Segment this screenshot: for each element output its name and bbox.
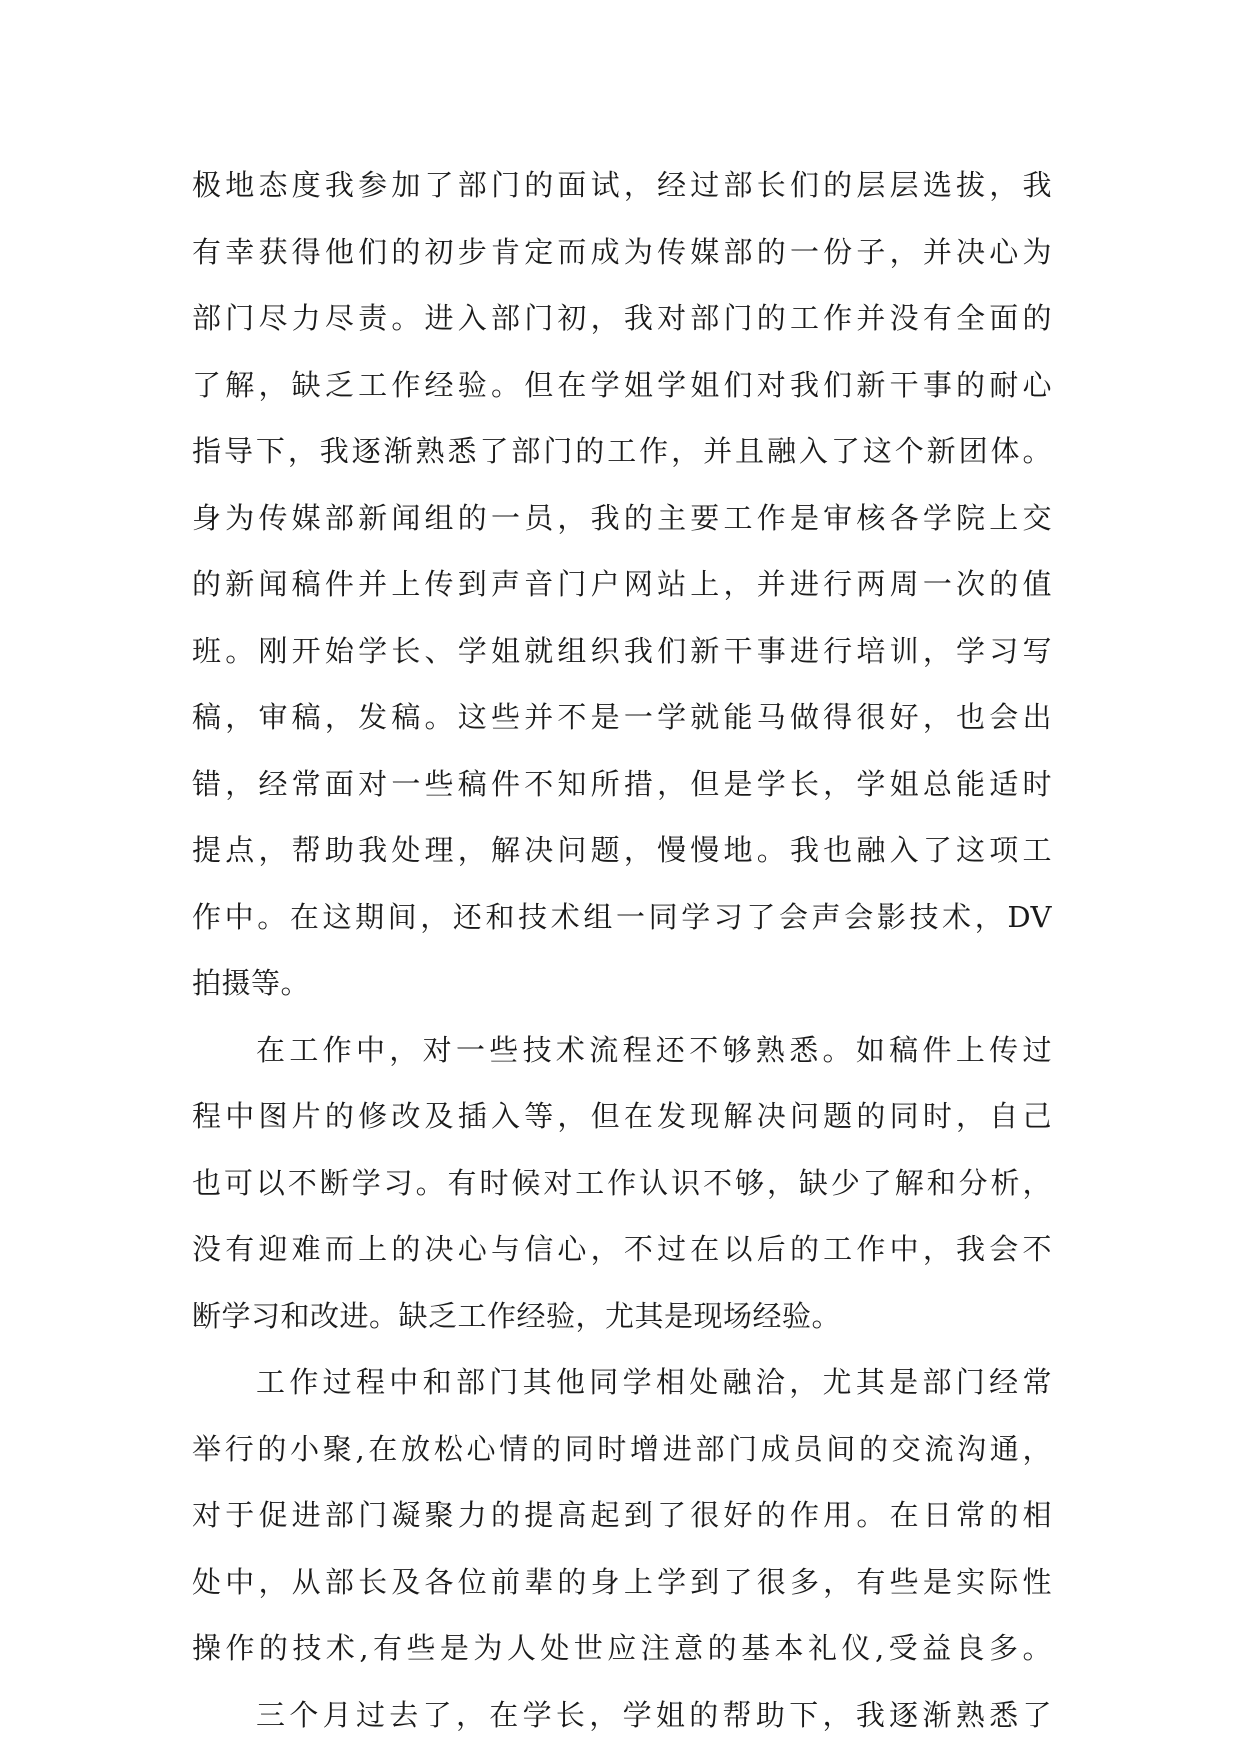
text-line: 在工作中，对一些技术流程还不够熟悉。如稿件上传过 — [192, 1030, 1052, 1097]
text-line: 了解，缺乏工作经验。但在学姐学姐们对我们新干事的耐心 — [192, 365, 1052, 432]
text-line: 操作的技术,有些是为人处世应注意的基本礼仪,受益良多。 — [192, 1628, 1052, 1695]
text-line: 身为传媒部新闻组的一员，我的主要工作是审核各学院上交 — [192, 498, 1052, 565]
text-line: 拍摄等。 — [192, 963, 1052, 1030]
text-line: 断学习和改进。缺乏工作经验，尤其是现场经验。 — [192, 1296, 1052, 1363]
text-line: 部门尽力尽责。进入部门初，我对部门的工作并没有全面的 — [192, 298, 1052, 365]
text-line: 指导下，我逐渐熟悉了部门的工作，并且融入了这个新团体。 — [192, 431, 1052, 498]
text-line: 处中，从部长及各位前辈的身上学到了很多，有些是实际性 — [192, 1562, 1052, 1629]
text-line: 也可以不断学习。有时候对工作认识不够，缺少了解和分析， — [192, 1163, 1052, 1230]
text-line: 工作过程中和部门其他同学相处融洽，尤其是部门经常 — [192, 1362, 1052, 1429]
text-line: 举行的小聚,在放松心情的同时增进部门成员间的交流沟通， — [192, 1429, 1052, 1496]
text-line: 稿，审稿，发稿。这些并不是一学就能马做得很好，也会出 — [192, 697, 1052, 764]
text-line: 作中。在这期间，还和技术组一同学习了会声会影技术，DV — [192, 897, 1052, 964]
text-line: 提点，帮助我处理，解决问题，慢慢地。我也融入了这项工 — [192, 830, 1052, 897]
text-line: 有幸获得他们的初步肯定而成为传媒部的一份子，并决心为 — [192, 232, 1052, 299]
text-line: 对于促进部门凝聚力的提高起到了很好的作用。在日常的相 — [192, 1495, 1052, 1562]
text-line: 没有迎难而上的决心与信心，不过在以后的工作中，我会不 — [192, 1229, 1052, 1296]
document-body-text — [192, 165, 1052, 1761]
text-line: 程中图片的修改及插入等，但在发现解决问题的同时，自己 — [192, 1096, 1052, 1163]
text-line: 班。刚开始学长、学姐就组织我们新干事进行培训，学习写 — [192, 631, 1052, 698]
text-line: 极地态度我参加了部门的面试，经过部长们的层层选拔，我 — [192, 165, 1052, 232]
text-line: 错，经常面对一些稿件不知所措，但是学长，学姐总能适时 — [192, 764, 1052, 831]
text-line: 的新闻稿件并上传到声音门户网站上，并进行两周一次的值 — [192, 564, 1052, 631]
text-line: 三个月过去了，在学长，学姐的帮助下，我逐渐熟悉了 — [192, 1695, 1052, 1761]
